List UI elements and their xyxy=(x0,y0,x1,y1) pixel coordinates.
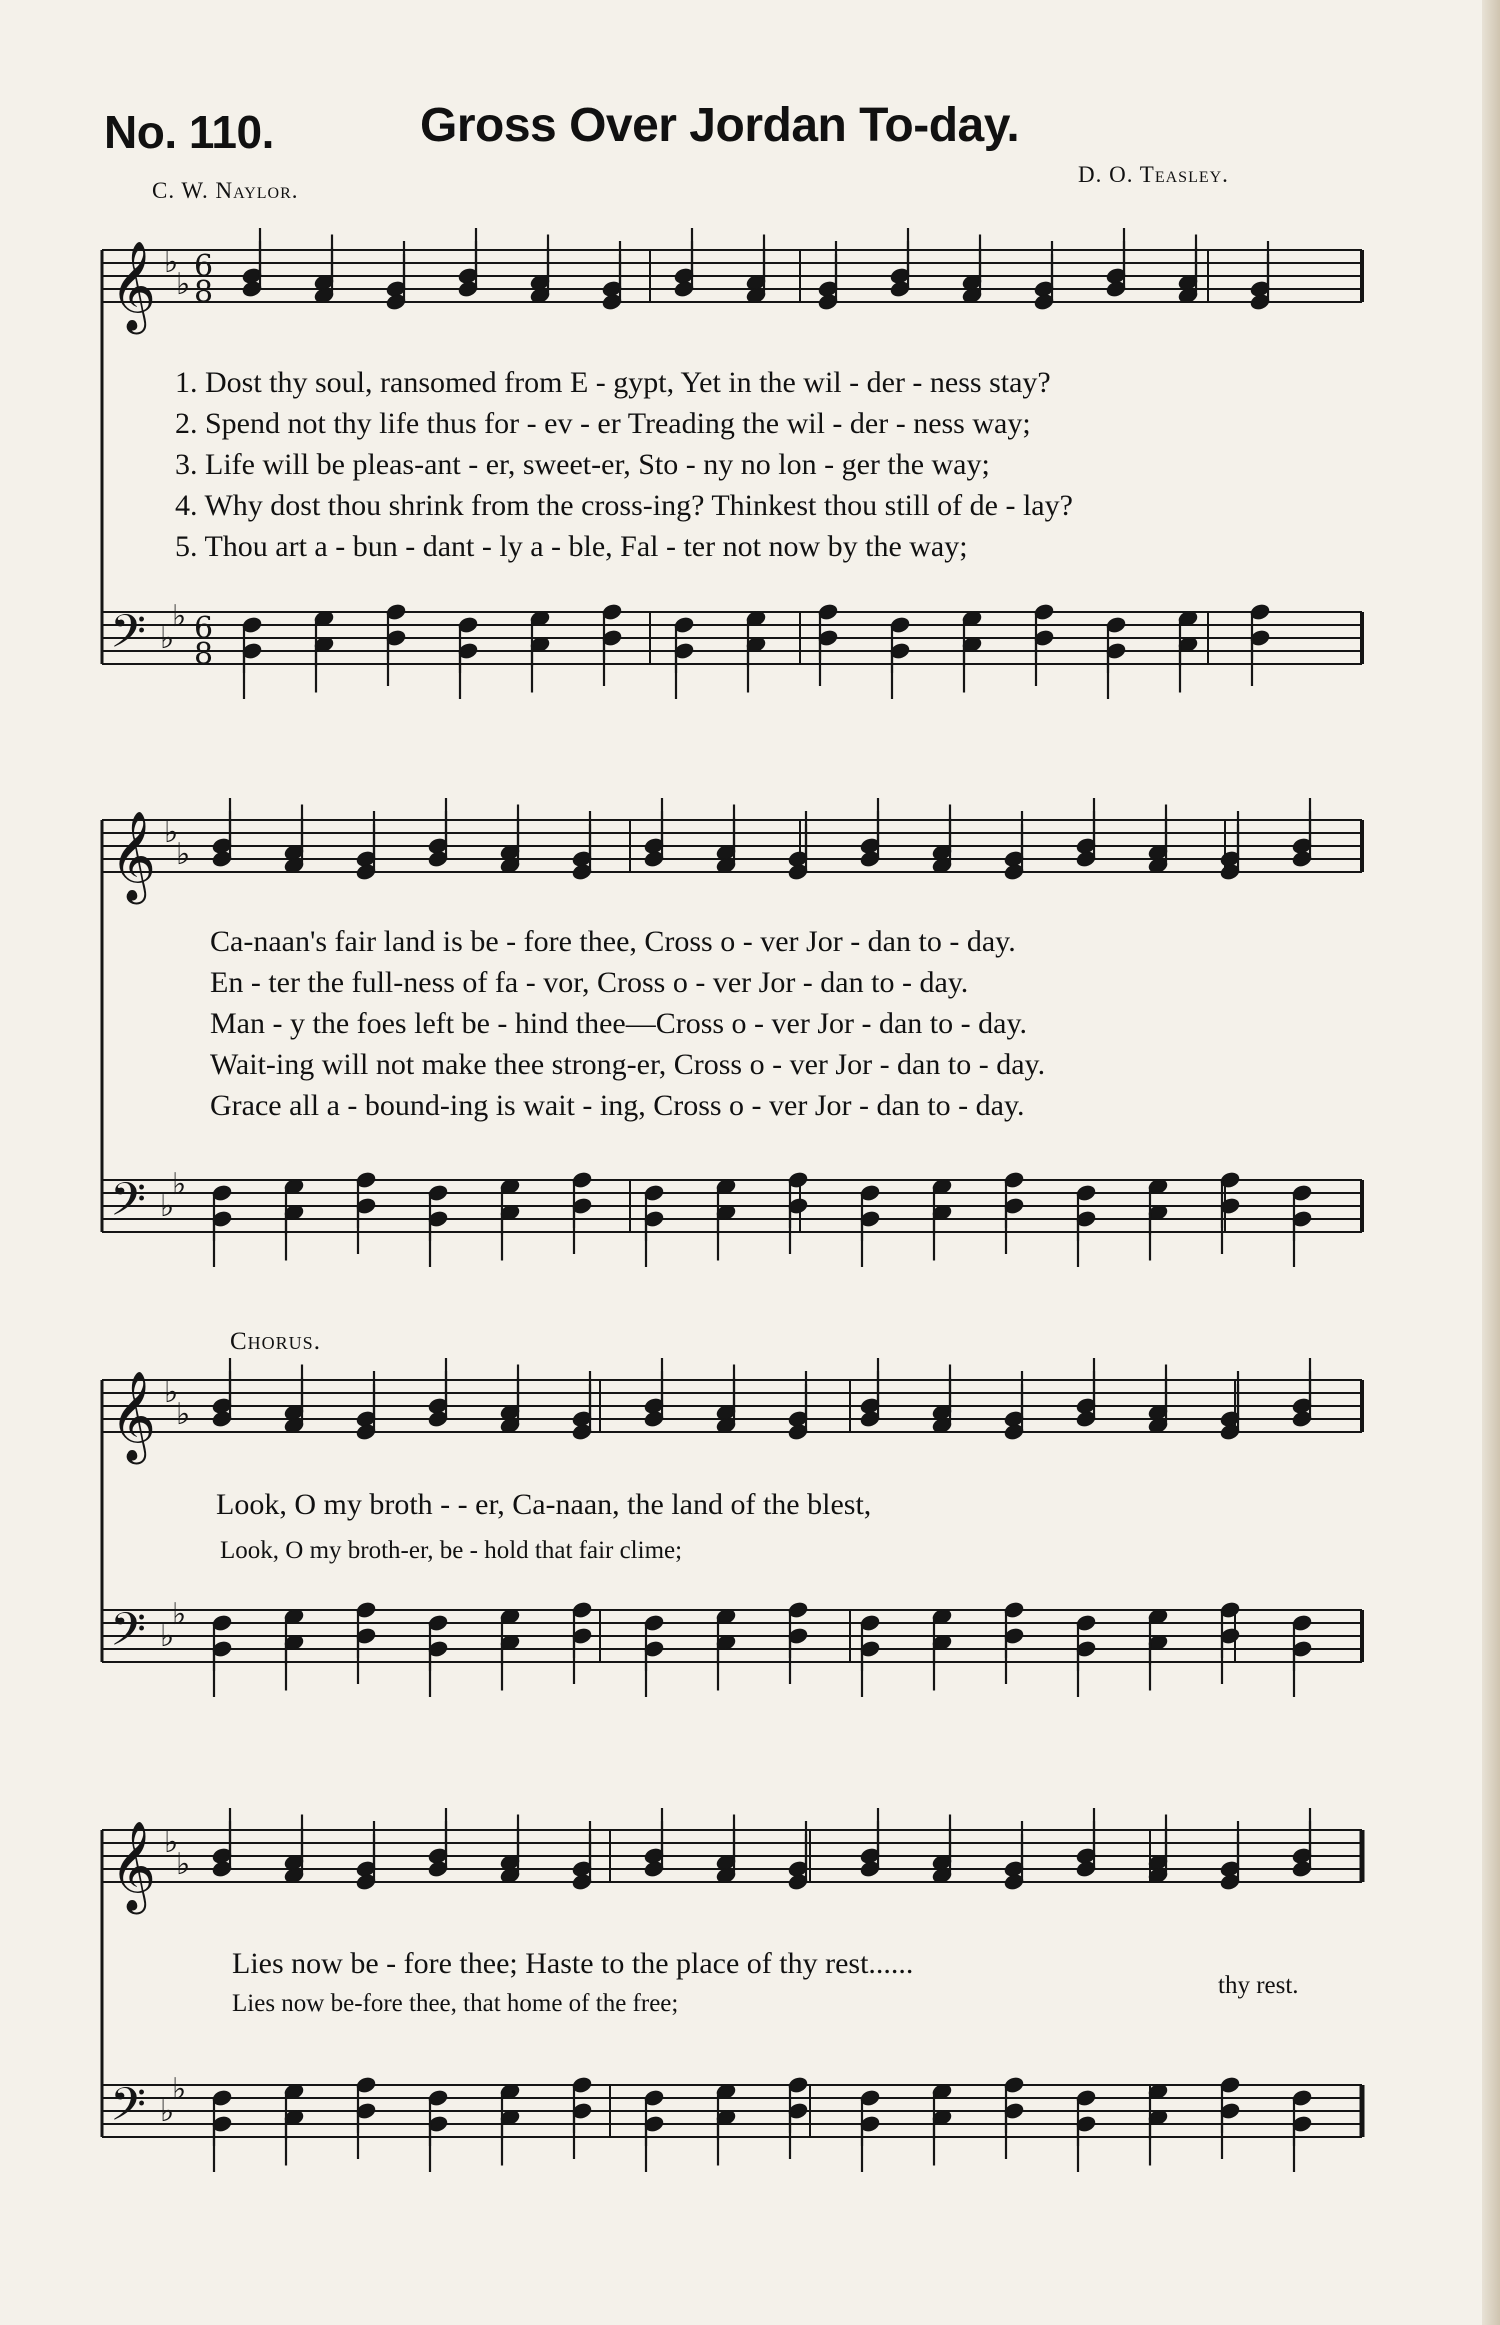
refrain-line: Ca-naan's fair land is be - fore thee, Cross o - ver Jor - dan to - day. xyxy=(210,925,1016,958)
lyricist-credit: C. W. Naylor. xyxy=(152,178,299,203)
verse-line: 5. Thou art a - bun - dant - ly a - ble, Fal - ter not now by the way; xyxy=(175,530,968,563)
svg-text:♭: ♭ xyxy=(176,1397,191,1432)
svg-text:♭: ♭ xyxy=(176,837,191,872)
chorus-label: Chorus. xyxy=(230,1328,321,1355)
svg-text:♭: ♭ xyxy=(164,245,179,280)
refrain-line: Man - y the foes left be - hind thee—Cross o - ver Jor - dan to - day. xyxy=(210,1007,1028,1040)
svg-text:8: 8 xyxy=(194,637,214,672)
svg-text:♭: ♭ xyxy=(172,1167,187,1202)
chorus-line-2: Lies now be - fore thee; Haste to the place of thy rest...... xyxy=(232,1947,914,1980)
svg-text:♭: ♭ xyxy=(160,1619,175,1654)
svg-text:𝄢: 𝄢 xyxy=(110,1603,147,1668)
svg-text:𝄞: 𝄞 xyxy=(110,1371,157,1461)
verse-line: 1. Dost thy soul, ransomed from E - gypt, Yet in the wil - der - ness stay? xyxy=(175,366,1051,399)
svg-text:8: 8 xyxy=(194,275,214,310)
svg-text:♭: ♭ xyxy=(160,1189,175,1224)
verse-line: 2. Spend not thy life thus for - ev - er Treading the wil - der - ness way; xyxy=(175,407,1031,440)
svg-text:6: 6 xyxy=(194,611,214,646)
refrain-line: Grace all a - bound-ing is wait - ing, Cross o - ver Jor - dan to - day. xyxy=(210,1089,1025,1122)
refrain-line: En - ter the full-ness of fa - vor, Cross o - ver Jor - dan to - day. xyxy=(210,966,969,999)
verse-line: 4. Why dost thou shrink from the cross-ing? Thinkest thou still of de - lay? xyxy=(175,489,1073,522)
svg-text:𝄢: 𝄢 xyxy=(110,605,147,670)
hymn-number: No. 110. xyxy=(104,106,274,158)
hymn-title: Gross Over Jordan To-day. xyxy=(420,99,1020,152)
svg-text:♭: ♭ xyxy=(176,1847,191,1882)
svg-text:6: 6 xyxy=(194,249,214,284)
chorus-line-1-alt: Look, O my broth-er, be - hold that fair clime; xyxy=(220,1537,683,1564)
chorus-line-1: Look, O my broth - - er, Ca-naan, the land of the blest, xyxy=(216,1488,872,1521)
svg-text:𝄞: 𝄞 xyxy=(110,811,157,901)
svg-text:𝄞: 𝄞 xyxy=(110,241,157,331)
svg-text:♭: ♭ xyxy=(160,621,175,656)
svg-text:♭: ♭ xyxy=(164,815,179,850)
chorus-line-2-alt: Lies now be-fore thee, that home of the free; xyxy=(232,1990,679,2017)
verse-line: 3. Life will be pleas-ant - er, sweet-er, Sto - ny no lon - ger the way; xyxy=(175,448,990,481)
svg-text:♭: ♭ xyxy=(176,267,191,302)
svg-text:𝄞: 𝄞 xyxy=(110,1821,157,1911)
svg-text:♭: ♭ xyxy=(164,1375,179,1410)
svg-text:♭: ♭ xyxy=(164,1825,179,1860)
svg-text:♭: ♭ xyxy=(172,599,187,634)
svg-text:♭: ♭ xyxy=(160,2094,175,2129)
refrain-line: Wait-ing will not make thee strong-er, Cross o - ver Jor - dan to - day. xyxy=(210,1048,1046,1081)
svg-text:𝄢: 𝄢 xyxy=(110,2078,147,2143)
composer-credit: D. O. Teasley. xyxy=(1078,162,1229,187)
svg-text:♭: ♭ xyxy=(172,1597,187,1632)
chorus-line-2-end: thy rest. xyxy=(1218,1972,1299,1999)
svg-text:♭: ♭ xyxy=(172,2072,187,2107)
svg-text:𝄢: 𝄢 xyxy=(110,1173,147,1238)
